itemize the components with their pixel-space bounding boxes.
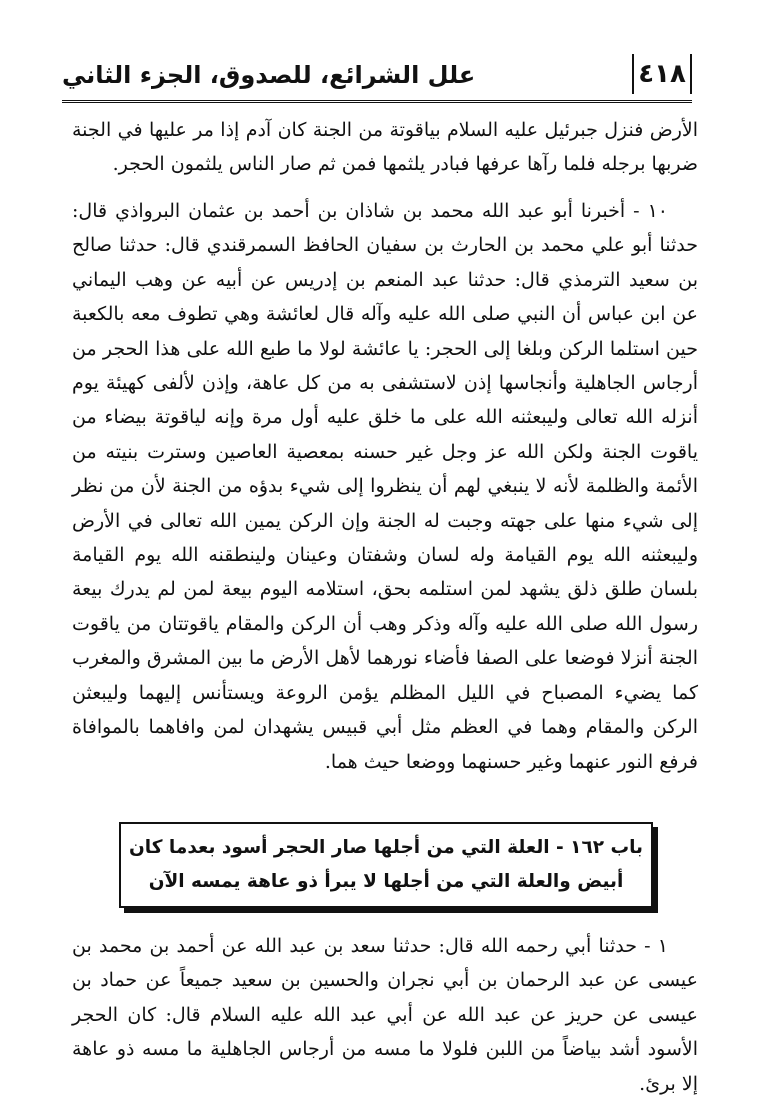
chapter-title-line-2: أبيض والعلة التي من أجلها لا يبرأ ذو عاهة يمسه الآن <box>148 871 624 892</box>
page-header <box>62 50 692 103</box>
chapter-heading-box <box>119 822 653 908</box>
book-title: علل الشرائع، للصدوق، الجزء الثاني <box>62 61 476 89</box>
page-number: ٤١٨ <box>632 54 692 94</box>
chapter-title-line-1: باب ١٦٢ - العلة التي من أجلها صار الحجر أسود بعدما كان <box>129 837 643 858</box>
hadith-paragraph-10: ١٠ - أخبرنا أبو عبد الله محمد بن شاذان بن أحمد بن عثمان البرواذي قال: حدثنا أبو علي محمد بن الحارث بن سفيان الحافظ السمرقندي قال: حدثنا صالح بن سعيد الترمذي قال: حدثنا عبد المنعم بن إدريس عن أبيه عن وهب اليماني عن ابن عباس أن النبي صلى الله عليه وآله قال لعائشة وهي تطوف معه بالكعبة حين استلما الركن وبلغا إلى الحجر: يا عائشة لولا ما طبع الله على هذا الحجر من أرجاس الجاهلية وأنجاسها إذن لاستشفى به من كل عاهة، وإذن لألفى كهيئة يوم أنزله الله تعالى وليبعثنه الله على ما خلق عليه أول مرة وإنه لياقوتة بيضاء من ياقوت الجنة ولكن الله عز وجل غير حسنه بمعصية العاصين وسترت بنيته من الأئمة والظلمة لأنه لا ينبغي لهم أن ينظروا إلى شيء بدؤه من الجنة لأن من نظر إلى شيء منها على جهته وجبت له الجنة وإن الركن يمين الله تعالى في الأرض وليبعثنه الله يوم القيامة وله لسان وشفتان وعينان ولينطقنه الله يوم القيامة بلسان طلق ذلق يشهد لمن استلمه بحق، استلامه اليوم بيعة لمن لم يدرك بيعة رسول الله صلى الله عليه وآله وذكر وهب أن الركن والمقام ياقوتتان من ياقوت الجنة أنزلا فوضعا على الصفا فأضاء نورهما لأهل الأرض ما بين المشرق والمغرب كما يضيء المصباح في الليل المظلم يؤمن الروعة ويستأنس إليهما وليبعثن الركن والمقام وهما في العظم مثل أبي قبيس يشهدان لمن وافاهما بالموافاة فرفع النور عنهما وغير حسنهما ووضعا حيث هما. <box>72 200 698 773</box>
hadith-paragraph-1: ١ - حدثنا أبي رحمه الله قال: حدثنا سعد بن عبد الله عن أحمد بن محمد بن عيسى عن عبد الرحمان بن أبي نجران والحسين بن سعيد جميعاً عن حماد بن عيسى عن حريز عن عبد الله عن أبي عبد الله عليه السلام قال: كان الحجر الأسود أشد بياضاً من اللبن فلولا ما مسه من أرجاس الجاهلية ما مسه ذو عاهة إلا برئ. <box>72 935 698 1095</box>
paragraph-continuation: الأرض فنزل جبرئيل عليه السلام بياقوتة من الجنة كان آدم إذا مر عليها في الجنة ضربها برجله فلما رآها عرفها فبادر يلثمها فمن ثم صار الناس يلثمون الحجر. <box>72 119 698 176</box>
